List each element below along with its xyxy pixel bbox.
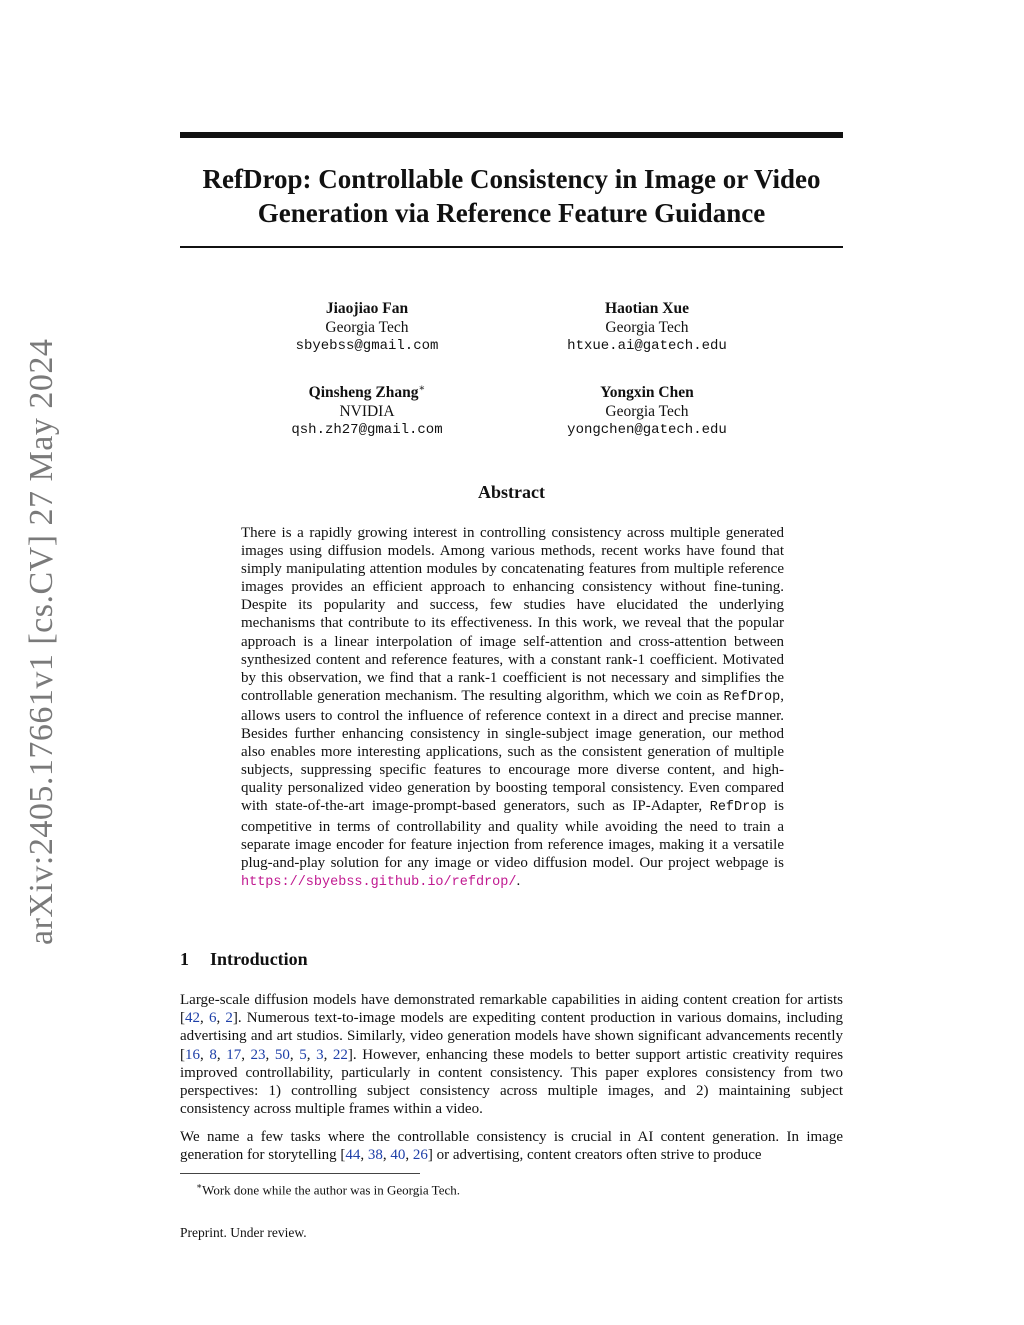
author-name: Yongxin Chen — [600, 384, 694, 402]
intro-paragraph-2 — [180, 1128, 843, 1164]
section-title: Introduction — [210, 949, 308, 969]
author-name: Haotian Xue — [605, 300, 689, 318]
citation-link[interactable]: 5 — [299, 1046, 307, 1063]
author-affiliation: NVIDIA — [339, 402, 395, 420]
author-affiliation: Georgia Tech — [605, 402, 689, 420]
citation-link[interactable]: 38 — [367, 1147, 383, 1164]
paragraph-text: ]. Numerous text-to-image models are expediting content production in various domains, including advertising and art studios. Similarly, video generation models have shown significant advancements recently [ — [180, 1010, 844, 1063]
section-number: 1 — [180, 949, 189, 969]
citation-link[interactable]: 23 — [250, 1046, 266, 1063]
author-affiliation: Georgia Tech — [325, 318, 409, 336]
method-name: RefDrop — [709, 800, 767, 816]
paragraph-text: , — [265, 1046, 275, 1063]
title-rule-top — [180, 132, 843, 138]
author-name: Jiaojiao Fan — [325, 300, 409, 318]
abstract-heading: Abstract — [478, 482, 545, 502]
author-block-1 — [247, 296, 487, 356]
citation-link[interactable]: 26 — [412, 1147, 428, 1164]
citation-link[interactable]: 16 — [185, 1046, 200, 1063]
arxiv-stamp: arXiv:2405.17661v1 [cs.CV] 27 May 2024 — [23, 338, 60, 945]
author-affiliation: Georgia Tech — [605, 318, 689, 336]
method-name: RefDrop — [723, 689, 781, 705]
author-email[interactable]: sbyebss@gmail.com — [295, 338, 439, 355]
project-url-link[interactable]: https://sbyebss.github.io/refdrop/ — [241, 874, 517, 890]
citation-link[interactable]: 22 — [332, 1046, 348, 1063]
section-heading-introduction — [180, 949, 843, 970]
title-rule-bottom — [180, 246, 843, 248]
abstract-body: There is a rapidly growing interest in controlling consistency across multiple generated images using diffusion models. Among various methods, recent works have found that simply manipulating attention modules by concatenating features from multiple reference images provides an efficient approach to enhancing consistency without fine-tuning. Despite its popularity and success, few studies have elucidated the underlying mechanisms that contribute to its effectiveness. In this work, we reveal that the popular approach is a linear interpolation of image self-attention and cross-attention between synthesized content and reference features, with a constant rank-1 coefficient. Motivated by this observation, we find that a rank-1 coefficient is not necessary and simplifies the controllable generation mechanism. The resulting algorithm, which we coin as RefDrop, allows users to control the influence of reference context in a direct and precise manner. Besides further enhancing consistency in single-subject image generation, our method also enables more interesting applications, such as the consistent generation of multiple subjects, suppressing specific features to encourage more diverse content, and high-quality personalized video generation by boosting temporal consistency. Even compared with state-of-the-art image-prompt-based generators, such as IP-Adapter, RefDrop is competitive in terms of controllability and quality while avoiding the need to train a separate image encoder for feature injection from reference images, making it a versatile plug-and-play solution for any image or video diffusion model. Our project webpage is https://sbyebss.github.io/refdrop/. — [241, 525, 785, 890]
citation-link[interactable]: 17 — [226, 1046, 242, 1063]
citation-link[interactable]: 44 — [345, 1147, 361, 1164]
author-email[interactable]: htxue.ai@gatech.edu — [567, 338, 727, 355]
author-email[interactable]: qsh.zh27@gmail.com — [291, 422, 443, 439]
author-block-3 — [247, 380, 487, 440]
paragraph-text: , — [382, 1147, 391, 1164]
paragraph-text: , — [405, 1147, 413, 1164]
paragraph-text: , — [306, 1046, 317, 1063]
paragraph-text: We name a few tasks where the controllable consistency is crucial in AI content generation. In image generation for storytelling [ — [180, 1129, 843, 1164]
citation-link[interactable]: 2 — [225, 1010, 233, 1027]
citation-link[interactable]: 6 — [208, 1010, 217, 1027]
paragraph-text: , — [241, 1046, 251, 1063]
footnote-mark: ∗ — [196, 1181, 203, 1191]
citation-link[interactable]: 40 — [390, 1147, 406, 1164]
citation-link[interactable]: 50 — [274, 1046, 290, 1063]
footnote: ∗Work done while the author was in Georgia Tech. — [196, 1181, 460, 1198]
paragraph-text: , — [289, 1046, 300, 1063]
footer-preprint-note: Preprint. Under review. — [180, 1225, 307, 1240]
citation-link[interactable]: 8 — [209, 1046, 217, 1063]
footnote-mark: ∗ — [418, 383, 426, 394]
paragraph-text: , — [200, 1046, 210, 1063]
author-block-2 — [527, 296, 767, 356]
paragraph-text: , — [200, 1010, 209, 1027]
paragraph-text: , — [323, 1046, 333, 1063]
paragraph-text: , — [360, 1147, 368, 1164]
footnote-rule — [180, 1173, 420, 1174]
paper-title: RefDrop: Controllable Consistency in Image or Video Generation via Reference Feature Guidance — [202, 164, 821, 228]
paragraph-text: ] or advertising, content creators often strive to produce — [427, 1147, 762, 1164]
citation-link[interactable]: 42 — [185, 1010, 200, 1027]
paragraph-text: ]. However, enhancing these models to better support artistic creativity requires improved controllability, particularly in content consistency. This paper explores consistency from two perspectives: 1) controlling subject consistency across multiple images, and 2) maintaining subject consistency across multiple frames within a video. — [180, 1046, 844, 1118]
author-block-4 — [527, 380, 767, 440]
paragraph-text: , — [216, 1010, 226, 1027]
citation-link[interactable]: 3 — [316, 1046, 324, 1063]
author-email[interactable]: yongchen@gatech.edu — [567, 422, 727, 439]
author-name: Qinsheng Zhang∗ — [308, 383, 426, 402]
intro-paragraph-1 — [180, 991, 843, 1118]
paragraph-text: Large-scale diffusion models have demonstrated remarkable capabilities in aiding content creation for artists [ — [180, 992, 843, 1027]
paragraph-text: , — [216, 1046, 227, 1063]
